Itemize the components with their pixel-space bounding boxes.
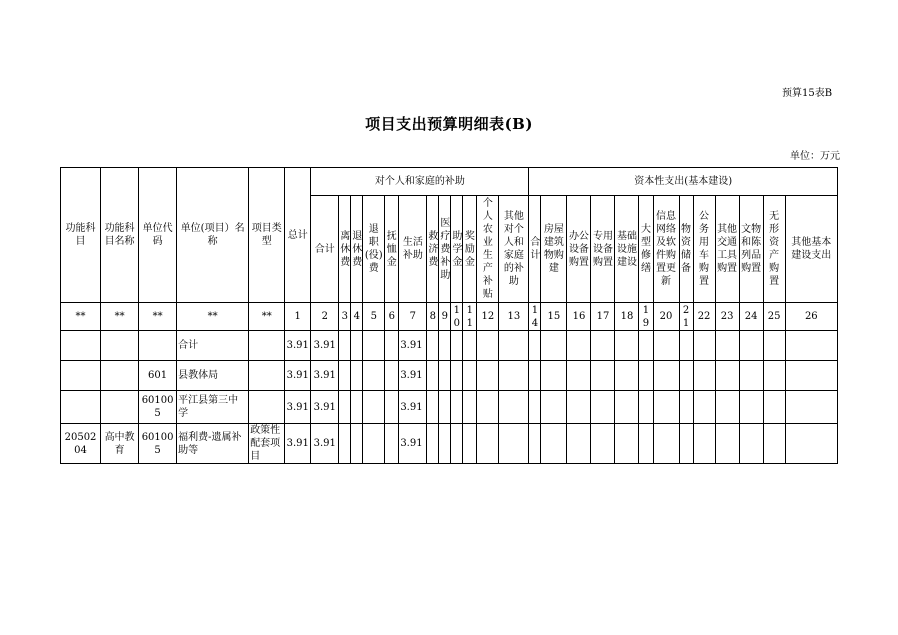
index-cell: 20 (653, 303, 679, 331)
subsidy-total-cell: 3.91 (311, 424, 339, 464)
col-sub: 抚恤金 (385, 196, 399, 303)
unit-name-cell: 县教体局 (177, 361, 249, 391)
index-cell: 16 (567, 303, 591, 331)
page-title: 项目支出预算明细表(B) (365, 115, 533, 133)
unit-code-cell: 601005 (139, 424, 177, 464)
index-row (61, 303, 838, 331)
empty-cell (529, 361, 541, 391)
empty-cell (499, 361, 529, 391)
col-sub: 退职(役)费 (363, 196, 385, 303)
empty-cell (615, 361, 639, 391)
col-sub: 医疗费补助 (439, 196, 451, 303)
col-sub: 离休费 (339, 196, 351, 303)
index-cell: 23 (715, 303, 739, 331)
unit-label: 单位：万元 (790, 151, 840, 162)
empty-cell (541, 331, 567, 361)
empty-cell (477, 331, 499, 361)
empty-cell (639, 331, 653, 361)
empty-cell (567, 361, 591, 391)
empty-cell (463, 361, 477, 391)
empty-cell (715, 424, 739, 464)
empty-cell (541, 391, 567, 424)
empty-cell (427, 424, 439, 464)
index-cell: 12 (477, 303, 499, 331)
index-cell: 26 (785, 303, 837, 331)
project-type-cell: 政策性配套项目 (249, 424, 285, 464)
func-name-cell (101, 361, 139, 391)
col-unit-code: 单位代码 (139, 168, 177, 303)
empty-cell (351, 331, 363, 361)
empty-cell (653, 424, 679, 464)
budget-table (60, 167, 838, 464)
empty-cell (653, 391, 679, 424)
index-cell: 21 (679, 303, 693, 331)
empty-cell (785, 424, 837, 464)
index-cell: 2 (311, 303, 339, 331)
empty-cell (763, 391, 785, 424)
empty-cell (739, 391, 763, 424)
index-cell: ** (177, 303, 249, 331)
index-cell: 5 (363, 303, 385, 331)
total-cell: 3.91 (285, 361, 311, 391)
empty-cell (591, 391, 615, 424)
index-cell: 7 (399, 303, 427, 331)
func-name-cell (101, 391, 139, 424)
empty-cell (477, 361, 499, 391)
empty-cell (679, 391, 693, 424)
empty-cell (339, 424, 351, 464)
empty-cell (451, 424, 463, 464)
index-cell: 8 (427, 303, 439, 331)
index-cell: 6 (385, 303, 399, 331)
unit-code-cell: 601005 (139, 391, 177, 424)
col-sub: 公务用车购置 (693, 196, 715, 303)
empty-cell (615, 391, 639, 424)
empty-cell (693, 424, 715, 464)
empty-cell (541, 424, 567, 464)
empty-cell (439, 391, 451, 424)
empty-cell (615, 424, 639, 464)
empty-cell (639, 391, 653, 424)
empty-cell (639, 361, 653, 391)
col-unit-name: 单位(项目）名称 (177, 168, 249, 303)
project-type-cell (249, 391, 285, 424)
col-sub: 合计 (311, 196, 339, 303)
living-subsidy-cell: 3.91 (399, 331, 427, 361)
empty-cell (715, 331, 739, 361)
living-subsidy-cell: 3.91 (399, 424, 427, 464)
empty-cell (439, 331, 451, 361)
col-total: 总计 (285, 168, 311, 303)
empty-cell (739, 361, 763, 391)
func-name-cell (101, 331, 139, 361)
empty-cell (529, 391, 541, 424)
empty-cell (427, 331, 439, 361)
col-sub: 其他对个人和家庭的补助 (499, 196, 529, 303)
subsidy-total-cell: 3.91 (311, 361, 339, 391)
empty-cell (385, 391, 399, 424)
empty-cell (763, 424, 785, 464)
subsidy-total-cell: 3.91 (311, 331, 339, 361)
index-cell: 15 (541, 303, 567, 331)
col-sub: 奖励金 (463, 196, 477, 303)
col-sub: 助学金 (451, 196, 463, 303)
table-row (61, 391, 838, 424)
index-cell: 17 (591, 303, 615, 331)
empty-cell (499, 424, 529, 464)
empty-cell (339, 331, 351, 361)
unit-name-cell: 合计 (177, 331, 249, 361)
index-cell: ** (249, 303, 285, 331)
col-sub: 办公设备购置 (567, 196, 591, 303)
col-sub: 救济费 (427, 196, 439, 303)
table-row (61, 424, 838, 464)
index-cell: 3 (339, 303, 351, 331)
col-sub: 专用设备购置 (591, 196, 615, 303)
func-code-cell (61, 391, 101, 424)
index-cell: 18 (615, 303, 639, 331)
empty-cell (567, 331, 591, 361)
col-sub: 其他基本建设支出 (785, 196, 837, 303)
empty-cell (715, 361, 739, 391)
empty-cell (763, 361, 785, 391)
col-sub: 文物和陈列品购置 (739, 196, 763, 303)
empty-cell (541, 361, 567, 391)
empty-cell (451, 331, 463, 361)
project-type-cell (249, 331, 285, 361)
total-cell: 3.91 (285, 331, 311, 361)
func-code-cell (61, 331, 101, 361)
empty-cell (363, 424, 385, 464)
empty-cell (529, 331, 541, 361)
empty-cell (351, 391, 363, 424)
empty-cell (679, 424, 693, 464)
col-sub: 个人农业生产补贴 (477, 196, 499, 303)
col-func-name: 功能科目名称 (101, 168, 139, 303)
empty-cell (427, 361, 439, 391)
empty-cell (693, 391, 715, 424)
empty-cell (385, 361, 399, 391)
empty-cell (477, 391, 499, 424)
empty-cell (351, 361, 363, 391)
empty-cell (463, 391, 477, 424)
col-sub: 退休费 (351, 196, 363, 303)
col-sub: 房屋建筑物购建 (541, 196, 567, 303)
unit-code-cell (139, 331, 177, 361)
index-cell: 24 (739, 303, 763, 331)
col-sub: 信息网络及软件购置更新 (653, 196, 679, 303)
col-sub: 基础设施建设 (615, 196, 639, 303)
empty-cell (427, 391, 439, 424)
empty-cell (451, 361, 463, 391)
table-code: 预算15表B (782, 88, 833, 99)
index-cell: 13 (499, 303, 529, 331)
empty-cell (499, 331, 529, 361)
empty-cell (679, 331, 693, 361)
col-sub: 其他交通工具购置 (715, 196, 739, 303)
func-code-cell: 2050204 (61, 424, 101, 464)
col-func-code: 功能科目 (61, 168, 101, 303)
empty-cell (463, 424, 477, 464)
empty-cell (363, 331, 385, 361)
empty-cell (693, 361, 715, 391)
empty-cell (463, 331, 477, 361)
empty-cell (739, 331, 763, 361)
unit-code-cell: 601 (139, 361, 177, 391)
total-cell: 3.91 (285, 391, 311, 424)
empty-cell (785, 331, 837, 361)
index-cell: 11 (463, 303, 477, 331)
empty-cell (567, 424, 591, 464)
col-sub: 大型修缮 (639, 196, 653, 303)
empty-cell (693, 331, 715, 361)
empty-cell (785, 391, 837, 424)
empty-cell (477, 424, 499, 464)
unit-name-cell: 福利费-遗属补助等 (177, 424, 249, 464)
index-cell: 14 (529, 303, 541, 331)
col-sub: 生活补助 (399, 196, 427, 303)
total-cell: 3.91 (285, 424, 311, 464)
living-subsidy-cell: 3.91 (399, 391, 427, 424)
func-code-cell (61, 361, 101, 391)
index-cell: 1 (285, 303, 311, 331)
col-sub: 物资储备 (679, 196, 693, 303)
empty-cell (451, 391, 463, 424)
empty-cell (567, 391, 591, 424)
empty-cell (785, 361, 837, 391)
empty-cell (363, 391, 385, 424)
index-cell: 22 (693, 303, 715, 331)
empty-cell (591, 331, 615, 361)
empty-cell (591, 424, 615, 464)
index-cell: 9 (439, 303, 451, 331)
empty-cell (351, 424, 363, 464)
index-cell: 25 (763, 303, 785, 331)
unit-name-cell: 平江县第三中学 (177, 391, 249, 424)
empty-cell (639, 424, 653, 464)
empty-cell (529, 424, 541, 464)
index-cell: 10 (451, 303, 463, 331)
table-row (61, 331, 838, 361)
empty-cell (339, 361, 351, 391)
empty-cell (739, 424, 763, 464)
empty-cell (715, 391, 739, 424)
table-row (61, 361, 838, 391)
index-cell: 19 (639, 303, 653, 331)
subsidy-total-cell: 3.91 (311, 391, 339, 424)
empty-cell (385, 424, 399, 464)
col-sub: 合计 (529, 196, 541, 303)
empty-cell (385, 331, 399, 361)
empty-cell (591, 361, 615, 391)
empty-cell (339, 391, 351, 424)
index-cell: ** (139, 303, 177, 331)
index-cell: 4 (351, 303, 363, 331)
empty-cell (363, 361, 385, 391)
index-cell: ** (101, 303, 139, 331)
col-sub: 无形资产购置 (763, 196, 785, 303)
group-capital-header: 资本性支出(基本建设) (529, 168, 838, 196)
empty-cell (439, 361, 451, 391)
project-type-cell (249, 361, 285, 391)
empty-cell (679, 361, 693, 391)
empty-cell (763, 331, 785, 361)
group-subsidy-header: 对个人和家庭的补助 (311, 168, 529, 196)
empty-cell (615, 331, 639, 361)
empty-cell (499, 391, 529, 424)
func-name-cell: 高中教育 (101, 424, 139, 464)
living-subsidy-cell: 3.91 (399, 361, 427, 391)
empty-cell (439, 424, 451, 464)
empty-cell (653, 331, 679, 361)
index-cell: ** (61, 303, 101, 331)
empty-cell (653, 361, 679, 391)
col-project-type: 项目类型 (249, 168, 285, 303)
